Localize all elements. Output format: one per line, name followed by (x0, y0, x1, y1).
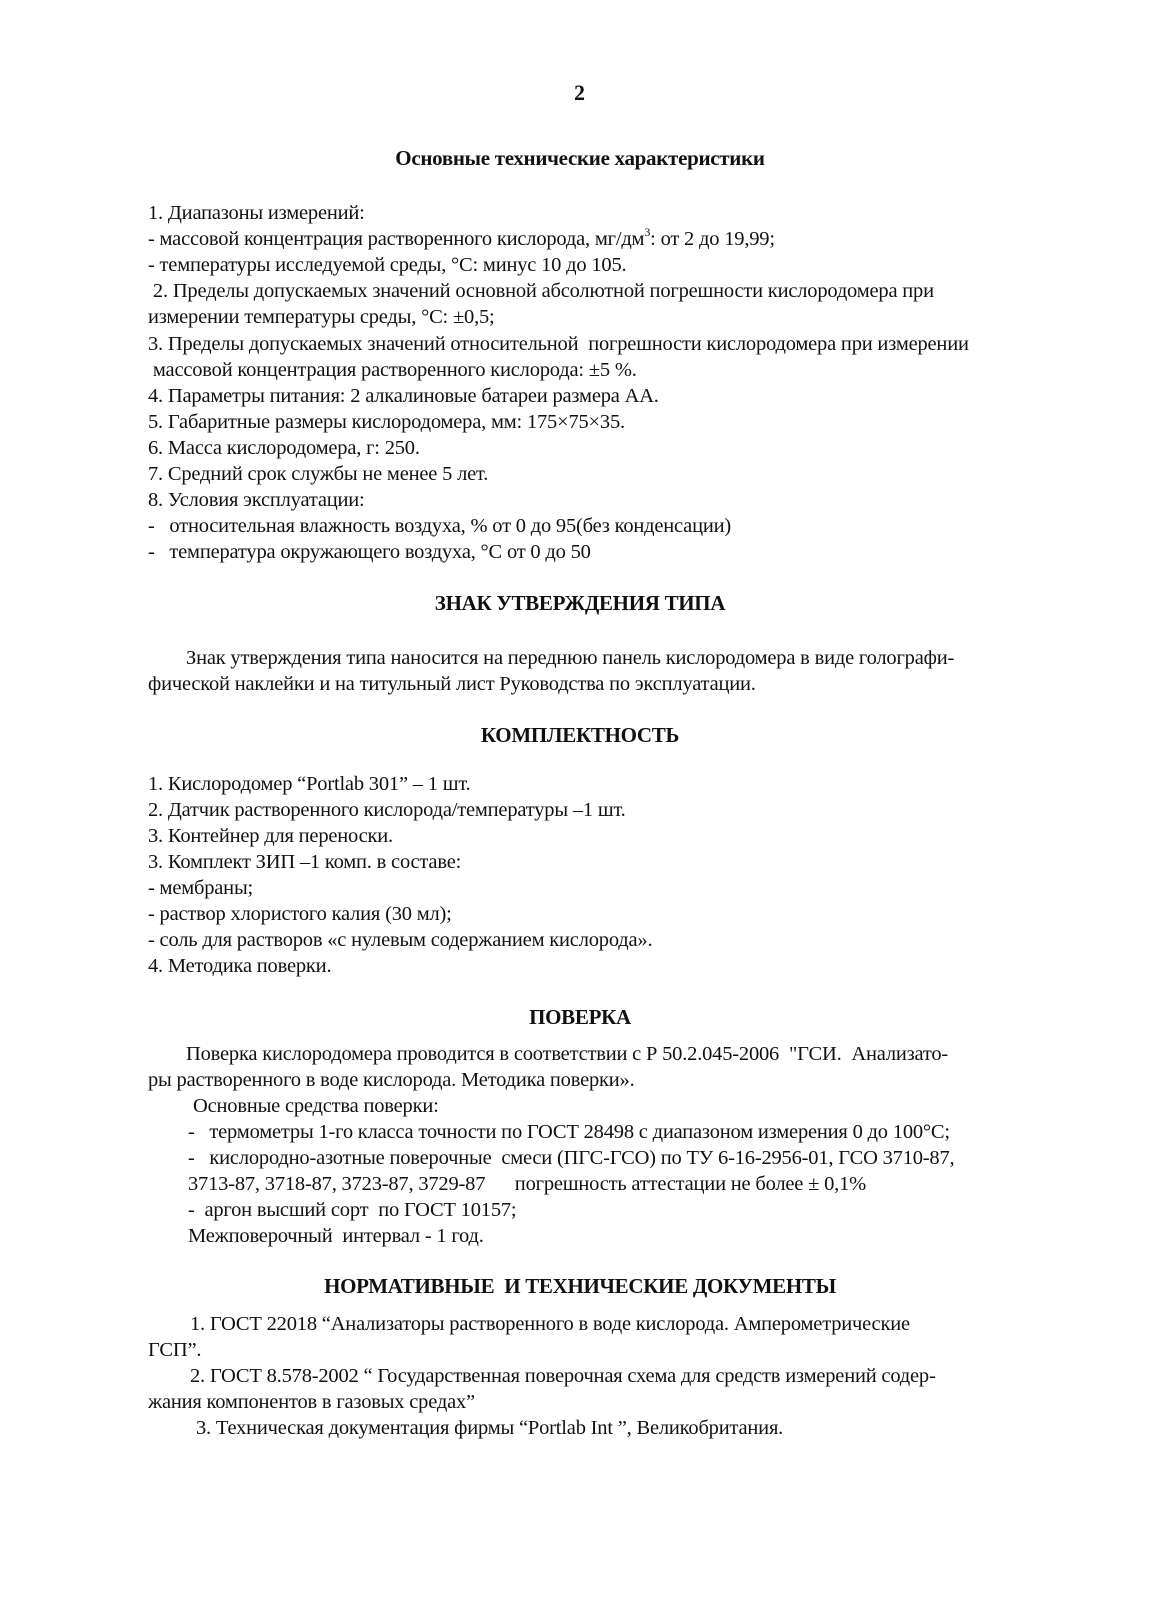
spec-line: 6. Масса кислородомера, г: 250. (148, 437, 420, 459)
spec-line (148, 226, 775, 252)
verification-line: Основные средства поверки: (193, 1095, 439, 1117)
completeness-item: 2. Датчик растворенного кислорода/температуры –1 шт. (148, 799, 626, 821)
approval-line: Знак утверждения типа наносится на переднюю панель кислородомера в виде голографи- (186, 647, 955, 669)
spec-line: 2. Пределы допускаемых значений основной абсолютной погрешности кислородомера при (148, 280, 934, 302)
spec-text: - массовой концентрация растворенного кислорода, мг/дм (148, 228, 645, 250)
verification-line: 3713-87, 3718-87, 3723-87, 3729-87 погрешность аттестации не более ± 0,1% (188, 1173, 867, 1195)
completeness-item: 3. Комплект ЗИП –1 комп. в составе: (148, 851, 462, 873)
completeness-item: - соль для растворов «с нулевым содержанием кислорода». (148, 929, 653, 951)
heading-specs: Основные технические характеристики (395, 146, 765, 170)
spec-line: 8. Условия эксплуатации: (148, 489, 365, 511)
verification-line: ры растворенного в воде кислорода. Методика поверки». (148, 1069, 635, 1091)
heading-completeness: КОМПЛЕКТНОСТЬ (480, 723, 680, 747)
normative-doc-line: 2. ГОСТ 8.578-2002 “ Государственная поверочная схема для средств измерений содер- (190, 1365, 936, 1387)
verification-line: Межповерочный интервал - 1 год. (188, 1225, 484, 1247)
spec-line: 5. Габаритные размеры кислородомера, мм: 175×75×35. (148, 411, 625, 433)
completeness-item: - раствор хлористого калия (30 мл); (148, 903, 452, 925)
spec-line: - температуры исследуемой среды, °С: минус 10 до 105. (148, 254, 627, 276)
heading-normative-docs: НОРМАТИВНЫЕ И ТЕХНИЧЕСКИЕ ДОКУМЕНТЫ (324, 1274, 836, 1298)
verification-line: - термометры 1-го класса точности по ГОСТ 28498 с диапазоном измерения 0 до 100°С; (188, 1121, 950, 1143)
heading-approval-mark: ЗНАК УТВЕРЖДЕНИЯ ТИПА (434, 591, 726, 615)
superscript: 3 (644, 225, 651, 239)
heading-verification: ПОВЕРКА (529, 1005, 631, 1029)
spec-line: - температура окружающего воздуха, °С от 0 до 50 (148, 541, 591, 563)
completeness-item: 1. Кислородомер “Portlab 301” – 1 шт. (148, 773, 471, 795)
spec-line: - относительная влажность воздуха, % от 0 до 95(без конденсации) (148, 515, 732, 537)
approval-line: фической наклейки и на титульный лист Руководства по эксплуатации. (148, 673, 756, 695)
spec-text: : от 2 до 19,99; (650, 228, 775, 250)
spec-line: 4. Параметры питания: 2 алкалиновые батареи размера АА. (148, 385, 659, 407)
verification-line: Поверка кислородомера проводится в соответствии с Р 50.2.045-2006 "ГСИ. Анализато- (186, 1043, 949, 1065)
spec-line: 3. Пределы допускаемых значений относительной погрешности кислородомера при измерении (148, 333, 969, 355)
verification-line: - кислородно-азотные поверочные смеси (ПГС-ГСО) по ТУ 6-16-2956-01, ГСО 3710-87, (188, 1147, 955, 1169)
normative-doc-line: 1. ГОСТ 22018 “Анализаторы растворенного в воде кислорода. Амперометрические (190, 1313, 910, 1335)
spec-line: массовой концентрация растворенного кислорода: ±5 %. (148, 359, 637, 381)
spec-line: 7. Средний срок службы не менее 5 лет. (148, 463, 489, 485)
normative-doc-line: ГСП”. (148, 1339, 202, 1361)
completeness-item: 4. Методика поверки. (148, 955, 332, 977)
completeness-item: 3. Контейнер для переноски. (148, 825, 393, 847)
verification-line: - аргон высший сорт по ГОСТ 10157; (188, 1199, 517, 1221)
page-number: 2 (574, 80, 585, 105)
spec-line: 1. Диапазоны измерений: (148, 202, 365, 224)
normative-doc-line: 3. Техническая документация фирмы “Portlab Int ”, Великобритания. (196, 1417, 784, 1439)
spec-line: измерении температуры среды, °С: ±0,5; (148, 306, 495, 328)
completeness-item: - мембраны; (148, 877, 254, 899)
normative-doc-line: жания компонентов в газовых средах” (148, 1391, 475, 1413)
